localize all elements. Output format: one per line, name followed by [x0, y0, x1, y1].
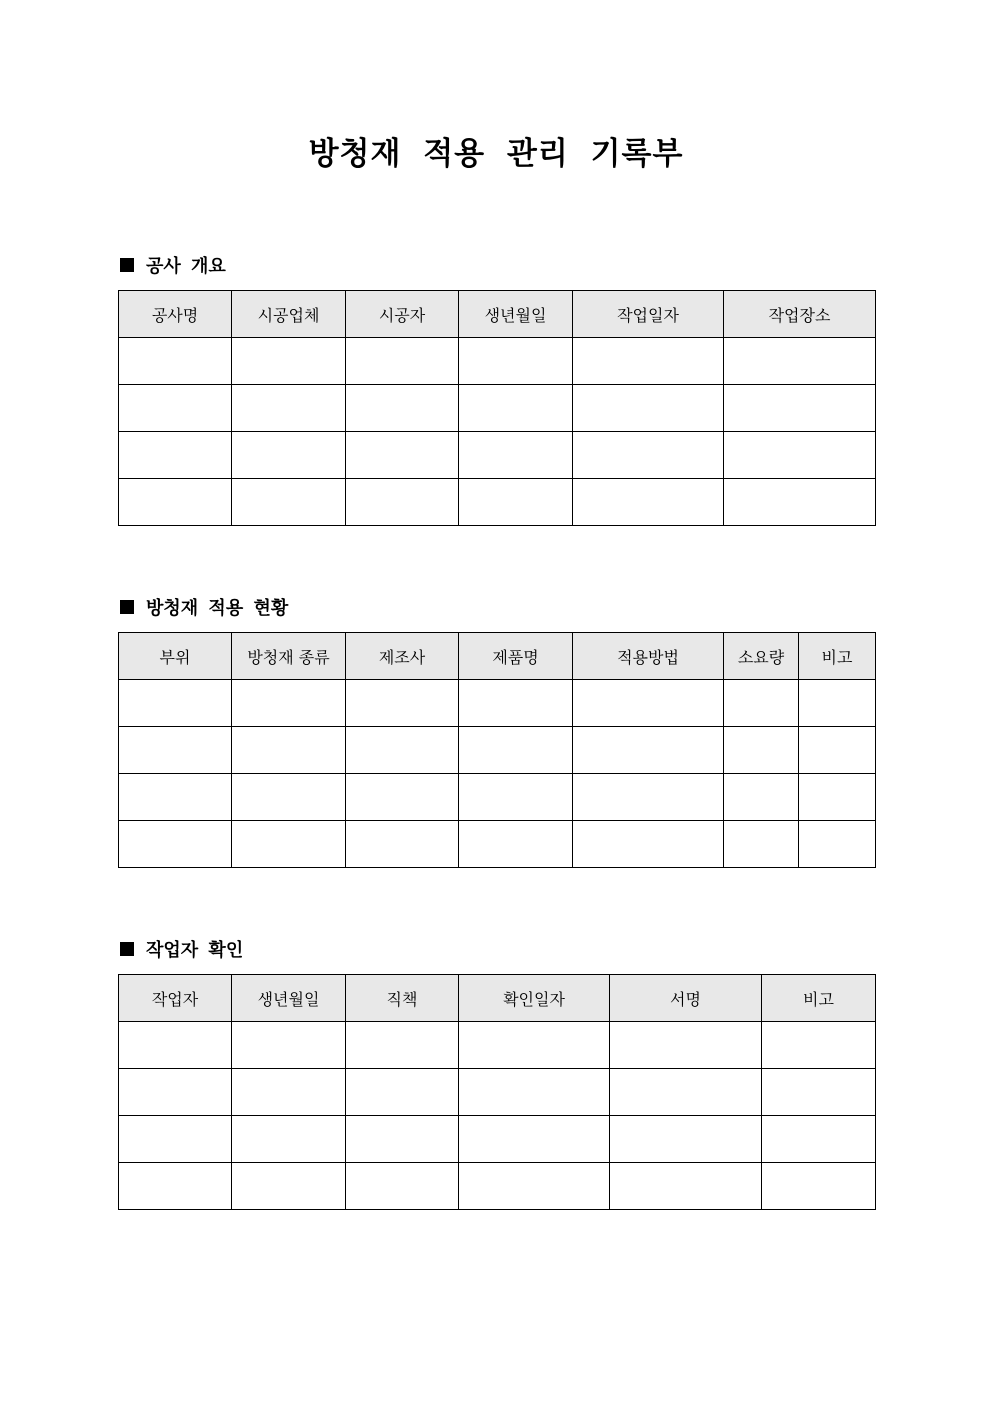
table-cell[interactable] — [459, 680, 573, 727]
column-header: 작업일자 — [573, 291, 724, 338]
section-heading-label: 작업자 확인 — [146, 940, 244, 961]
table-cell[interactable] — [724, 821, 799, 868]
table-cell[interactable] — [573, 432, 724, 479]
square-bullet-icon — [120, 600, 134, 614]
table-row — [119, 774, 876, 821]
table-row — [119, 1116, 876, 1163]
table-row — [119, 338, 876, 385]
column-header: 제조사 — [346, 633, 459, 680]
table-cell[interactable] — [119, 774, 232, 821]
table-row — [119, 385, 876, 432]
signature-cell[interactable] — [610, 1069, 762, 1116]
table-cell[interactable] — [232, 338, 346, 385]
table-cell[interactable] — [119, 479, 232, 526]
table-cell[interactable] — [724, 338, 876, 385]
table-cell[interactable] — [346, 1069, 459, 1116]
table-row — [119, 1022, 876, 1069]
table-cell[interactable] — [573, 385, 724, 432]
column-header: 서명 — [610, 975, 762, 1022]
table-cell[interactable] — [799, 680, 876, 727]
signature-cell[interactable] — [610, 1116, 762, 1163]
table-cell[interactable] — [459, 821, 573, 868]
column-header: 공사명 — [119, 291, 232, 338]
table-row — [119, 821, 876, 868]
table-cell[interactable] — [119, 1069, 232, 1116]
table-cell[interactable] — [724, 774, 799, 821]
square-bullet-icon — [120, 258, 134, 272]
table-cell[interactable] — [232, 680, 346, 727]
table-cell[interactable] — [459, 432, 573, 479]
table-cell[interactable] — [232, 774, 346, 821]
table-cell[interactable] — [724, 385, 876, 432]
column-header: 작업자 — [119, 975, 232, 1022]
table-row — [119, 727, 876, 774]
column-header: 방청재 종류 — [232, 633, 346, 680]
table-cell[interactable] — [119, 680, 232, 727]
table-cell[interactable] — [762, 1116, 876, 1163]
table-header-row — [119, 975, 876, 1022]
table-cell[interactable] — [799, 727, 876, 774]
square-bullet-icon — [120, 942, 134, 956]
table-cell[interactable] — [573, 774, 724, 821]
table-cell[interactable] — [799, 821, 876, 868]
column-header: 제품명 — [459, 633, 573, 680]
table-cell[interactable] — [724, 727, 799, 774]
column-header: 소요량 — [724, 633, 799, 680]
table-cell[interactable] — [119, 338, 232, 385]
table-row — [119, 680, 876, 727]
table-cell[interactable] — [232, 821, 346, 868]
column-header: 직책 — [346, 975, 459, 1022]
table-cell[interactable] — [459, 385, 573, 432]
table-cell[interactable] — [459, 1163, 610, 1210]
table-row — [119, 432, 876, 479]
table-cell[interactable] — [232, 727, 346, 774]
table-cell[interactable] — [346, 479, 459, 526]
table-cell[interactable] — [346, 338, 459, 385]
section-heading-label: 방청재 적용 현황 — [146, 598, 289, 619]
table-cell[interactable] — [346, 432, 459, 479]
table-cell[interactable] — [724, 680, 799, 727]
section-heading — [118, 594, 875, 620]
table-cell[interactable] — [119, 1022, 232, 1069]
signature-cell[interactable] — [610, 1163, 762, 1210]
table-cell[interactable] — [573, 680, 724, 727]
worker-confirmation-table — [118, 974, 876, 1210]
column-header: 부위 — [119, 633, 232, 680]
table-cell[interactable] — [762, 1163, 876, 1210]
table-cell[interactable] — [459, 1022, 610, 1069]
column-header: 확인일자 — [459, 975, 610, 1022]
table-cell[interactable] — [346, 774, 459, 821]
column-header: 시공자 — [346, 291, 459, 338]
table-header-row — [119, 291, 876, 338]
column-header: 적용방법 — [573, 633, 724, 680]
table-cell[interactable] — [573, 821, 724, 868]
table-cell[interactable] — [459, 338, 573, 385]
table-cell[interactable] — [459, 1116, 610, 1163]
table-cell[interactable] — [573, 727, 724, 774]
table-cell[interactable] — [573, 479, 724, 526]
section-worker-confirmation — [118, 936, 875, 1210]
table-cell[interactable] — [459, 727, 573, 774]
table-cell[interactable] — [459, 1069, 610, 1116]
table-cell[interactable] — [232, 1116, 346, 1163]
table-cell[interactable] — [119, 821, 232, 868]
table-cell[interactable] — [459, 479, 573, 526]
table-cell[interactable] — [346, 1163, 459, 1210]
table-cell[interactable] — [724, 479, 876, 526]
table-cell[interactable] — [799, 774, 876, 821]
table-cell[interactable] — [459, 774, 573, 821]
column-header: 생년월일 — [232, 975, 346, 1022]
table-cell[interactable] — [232, 432, 346, 479]
rust-inhibitor-status-table — [118, 632, 876, 868]
column-header: 비고 — [799, 633, 876, 680]
table-cell[interactable] — [346, 821, 459, 868]
table-header-row — [119, 633, 876, 680]
section-heading — [118, 252, 875, 278]
table-cell[interactable] — [119, 385, 232, 432]
signature-cell[interactable] — [610, 1022, 762, 1069]
table-cell[interactable] — [119, 1116, 232, 1163]
table-row — [119, 1163, 876, 1210]
table-cell[interactable] — [346, 1022, 459, 1069]
column-header: 생년월일 — [459, 291, 573, 338]
column-header: 작업장소 — [724, 291, 876, 338]
table-cell[interactable] — [119, 727, 232, 774]
project-overview-table — [118, 290, 876, 526]
table-row — [119, 479, 876, 526]
table-row — [119, 1069, 876, 1116]
column-header: 시공업체 — [232, 291, 346, 338]
table-cell[interactable] — [762, 1022, 876, 1069]
table-cell[interactable] — [119, 432, 232, 479]
table-cell[interactable] — [573, 338, 724, 385]
table-cell[interactable] — [346, 680, 459, 727]
table-cell[interactable] — [232, 1022, 346, 1069]
table-cell[interactable] — [346, 385, 459, 432]
table-cell[interactable] — [762, 1069, 876, 1116]
table-cell[interactable] — [346, 1116, 459, 1163]
table-cell[interactable] — [232, 479, 346, 526]
section-rust-inhibitor-status — [118, 594, 875, 868]
table-cell[interactable] — [232, 1069, 346, 1116]
section-heading — [118, 936, 875, 962]
table-cell[interactable] — [346, 727, 459, 774]
document-title: 방청재 적용 관리 기록부 — [308, 136, 684, 172]
column-header: 비고 — [762, 975, 876, 1022]
table-cell[interactable] — [724, 432, 876, 479]
section-project-overview — [118, 252, 875, 526]
table-cell[interactable] — [232, 1163, 346, 1210]
table-cell[interactable] — [119, 1163, 232, 1210]
section-heading-label: 공사 개요 — [146, 256, 226, 277]
table-cell[interactable] — [232, 385, 346, 432]
